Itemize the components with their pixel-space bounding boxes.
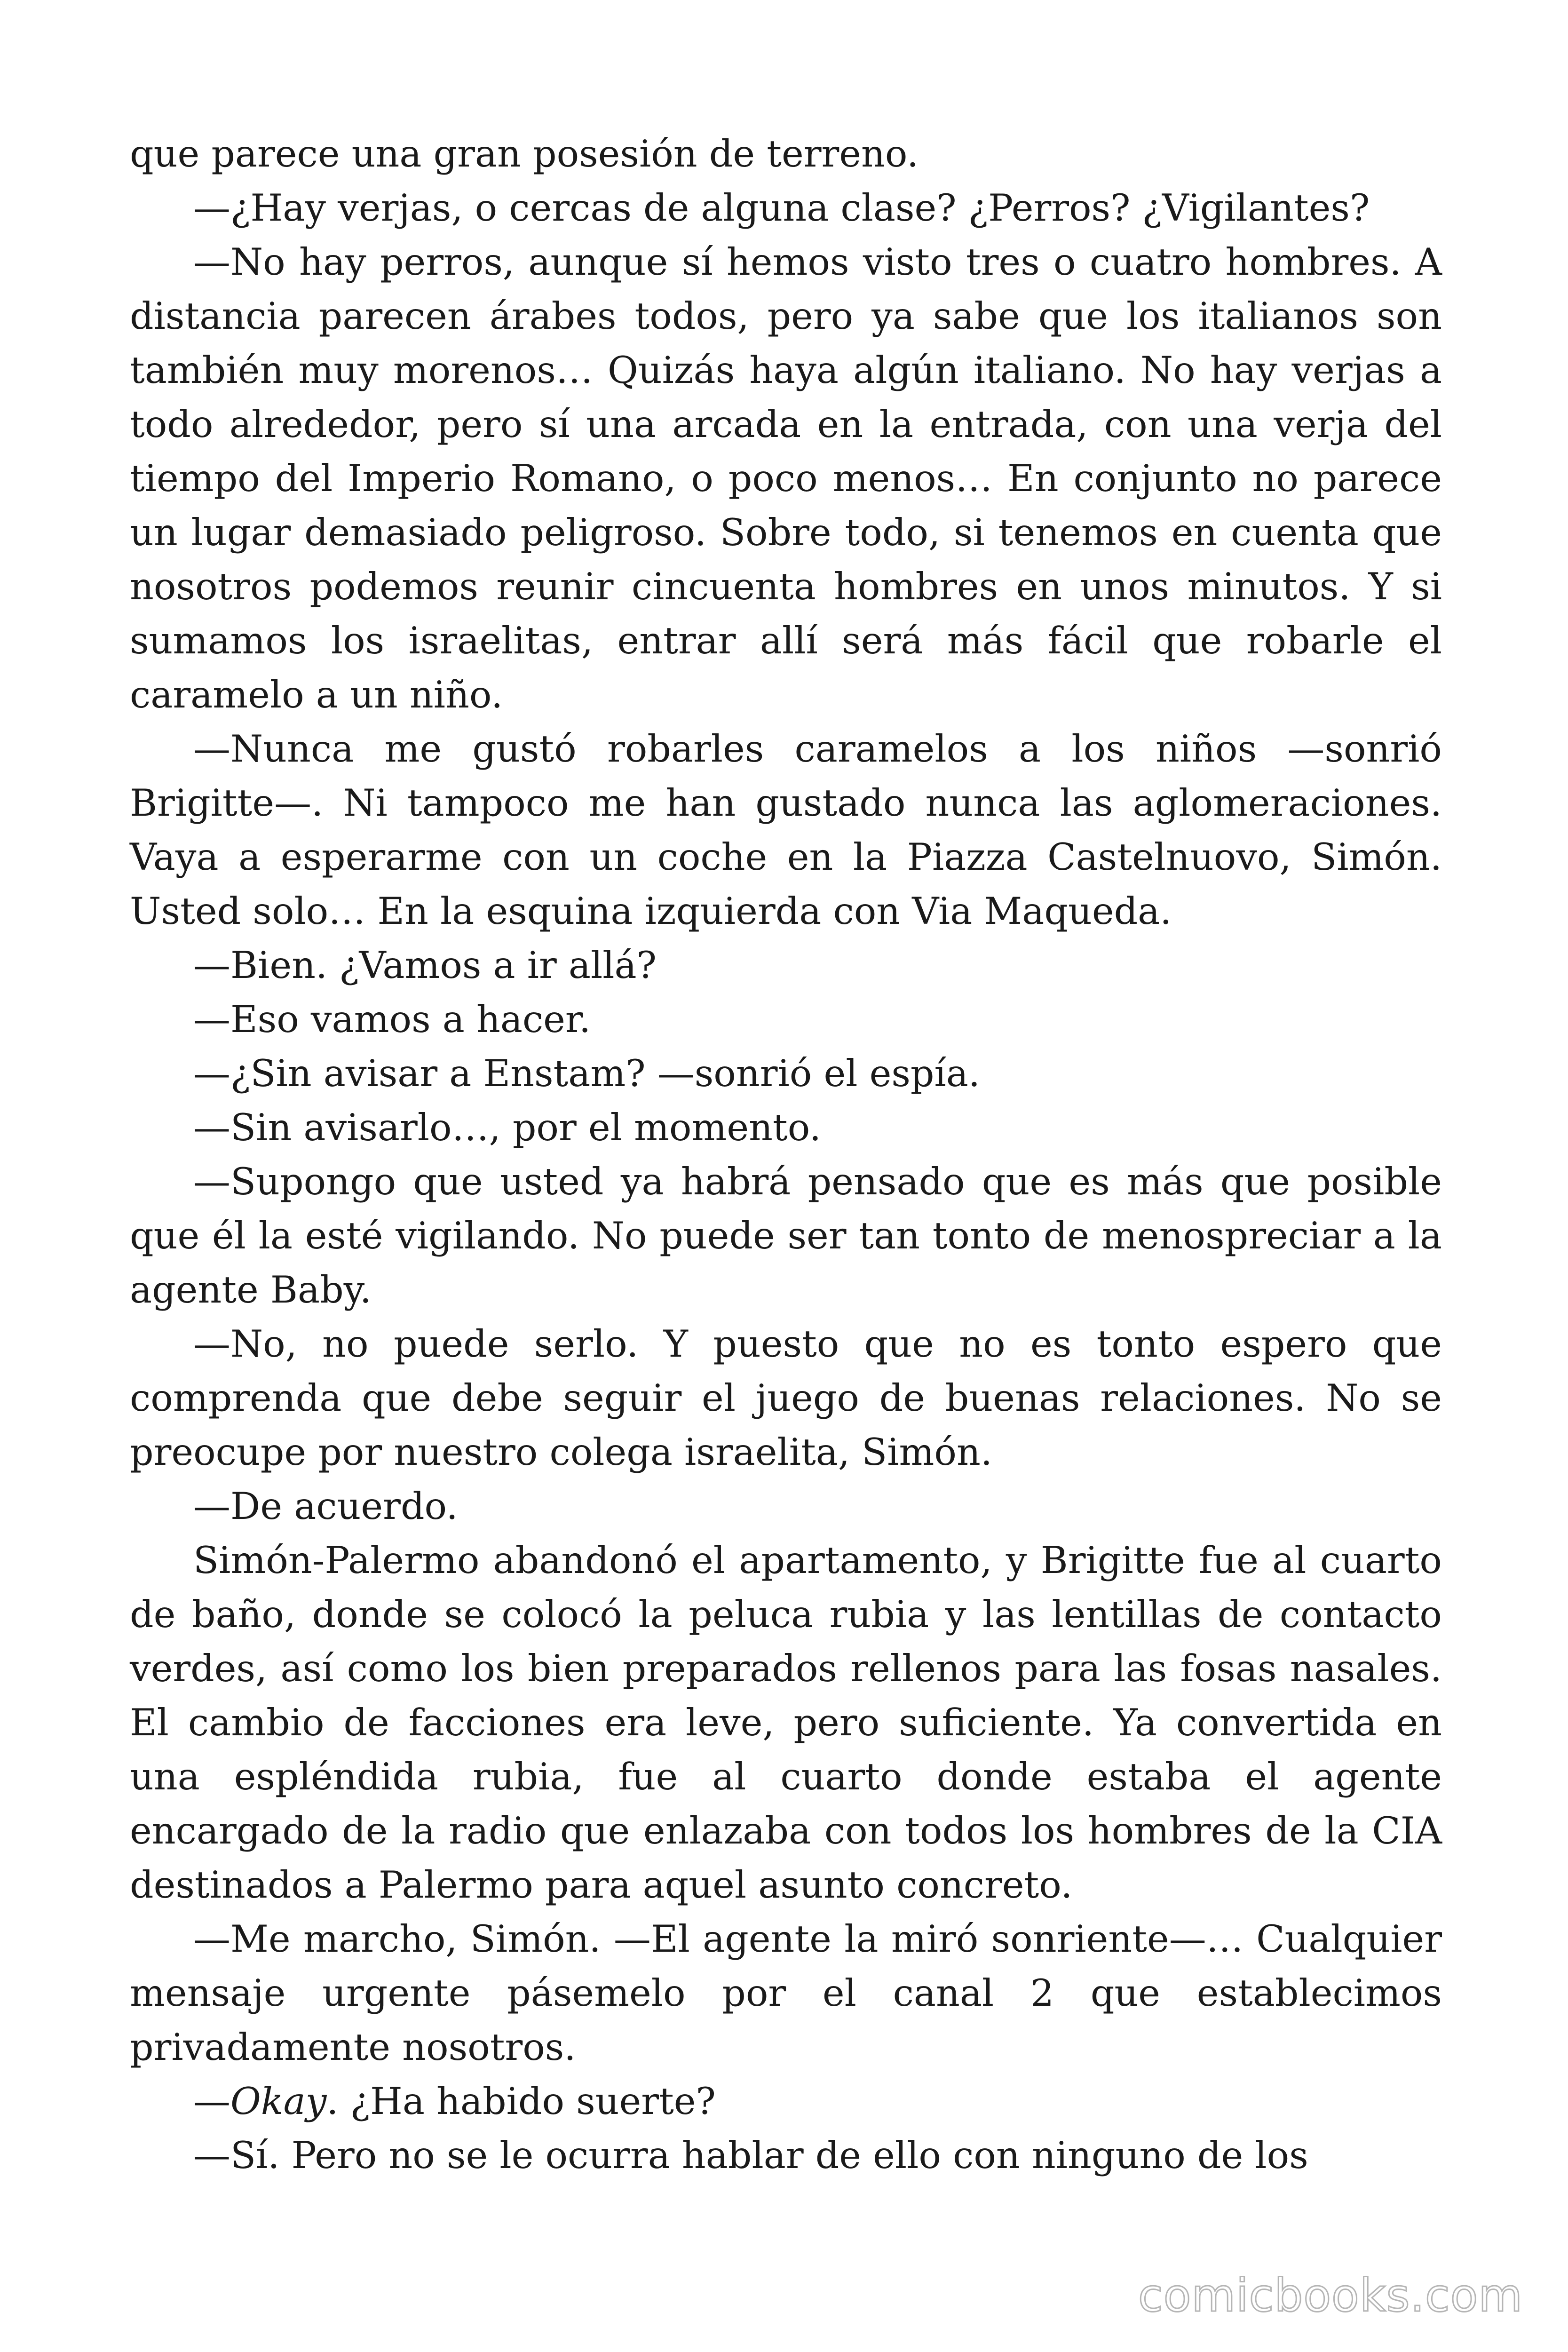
watermark-logo: comicbooks.com — [1138, 2269, 1523, 2322]
okay-italic: Okay — [230, 2080, 327, 2123]
okay-rest: . ¿Ha habido suerte? — [326, 2080, 716, 2123]
paragraph: Simón-Palermo abandonó el apartamento, y Brigitte fue al cuarto de baño, donde se colocó la peluca rubia y las lentillas de contacto verdes, así como los bien preparados rellenos para las fosas nasales. El cambio de facciones era leve, pero suficiente. Ya convertida en una espléndida rubia, fue al cuarto donde estaba el agente encargado de la radio que enlazaba con todos los hombres de la CIA destinados a Palermo para aquel asunto concreto. — [130, 1539, 1442, 1907]
paragraph: —No, no puede serlo. Y puesto que no es tonto espero que comprenda que debe seguir el juego de buenas relaciones. No se preocupe por nuestro colega israelita, Simón. — [130, 1322, 1442, 1474]
okay-dash: — — [193, 2080, 230, 2123]
paragraph: —No hay perros, aunque sí hemos visto tres o cuatro hombres. A distancia parecen árabes todos, pero ya sabe que los italianos son también muy morenos… Quizás haya algún italiano. No hay verjas a todo alrededor, pero sí una arcada en la entrada, con una verja del tiempo del Imperio Romano, o poco menos… En conjunto no parece un lugar demasiado peligroso. Sobre todo, si tenemos en cuenta que nosotros podemos reunir cincuenta hombres en unos minutos. Y si sumamos los israelitas, entrar allí será más fácil que robarle el caramelo a un niño. — [130, 240, 1442, 716]
paragraph: —Eso vamos a hacer. — [193, 998, 591, 1041]
paragraph: que parece una gran posesión de terreno. — [130, 132, 919, 175]
paragraph: —¿Hay verjas, o cercas de alguna clase? ¿Perros? ¿Vigilantes? — [193, 186, 1370, 230]
paragraph: —Bien. ¿Vamos a ir allá? — [193, 944, 657, 987]
page-body — [130, 127, 1442, 2183]
paragraph: —De acuerdo. — [193, 1485, 458, 1528]
paragraph-last: —Sí. Pero no se le ocurra hablar de ello con ninguno de los — [193, 2134, 1308, 2177]
paragraph-okay — [130, 2074, 1442, 2129]
paragraph: —¿Sin avisar a Enstam? —sonrió el espía. — [193, 1052, 980, 1095]
paragraph: —Me marcho, Simón. —El agente la miró sonriente—… Cualquier mensaje urgente pásemelo por el canal 2 que establecimos privadamente nosotros. — [130, 1917, 1442, 2069]
paragraph: —Nunca me gustó robarles caramelos a los niños —sonrió Brigitte—. Ni tampoco me han gustado nunca las aglomeraciones. Vaya a esperarme con un coche en la Piazza Castelnuovo, Simón. Usted solo… En la esquina izquierda con Via Maqueda. — [130, 727, 1442, 933]
paragraph: —Sin avisarlo…, por el momento. — [193, 1106, 822, 1149]
paragraph: —Supongo que usted ya habrá pensado que es más que posible que él la esté vigilando. No puede ser tan tonto de menospreciar a la agente Baby. — [130, 1160, 1442, 1311]
